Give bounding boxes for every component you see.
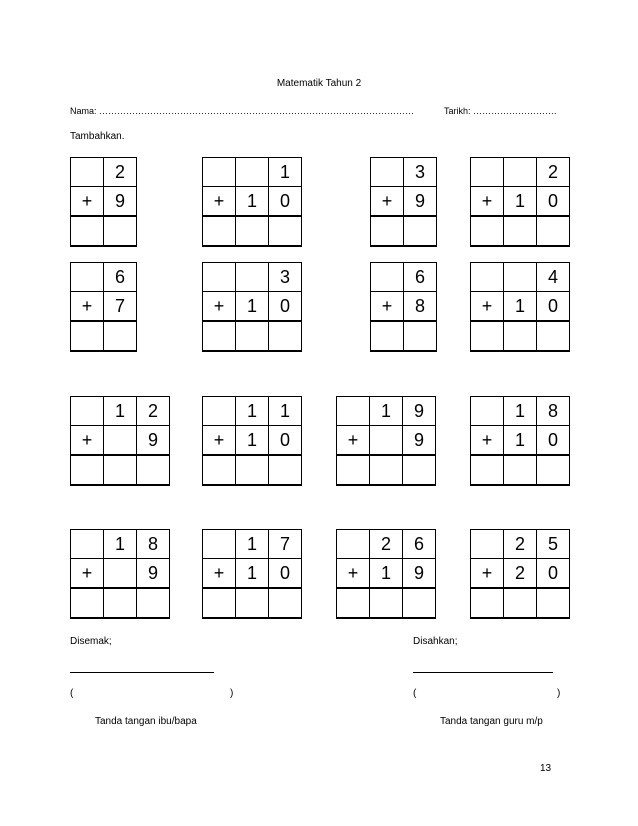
addition-problem [70, 262, 137, 352]
digit-cell [371, 263, 404, 292]
answer-cell[interactable] [370, 588, 403, 618]
digit-cell: + [337, 559, 370, 589]
digit-cell: 6 [403, 530, 436, 559]
answer-row [471, 455, 570, 485]
answer-cell[interactable] [504, 455, 537, 485]
digit-cell: 6 [404, 263, 437, 292]
teacher-name-paren-open: ( [413, 688, 417, 699]
digit-cell: 8 [537, 397, 570, 426]
addend-row [471, 530, 570, 559]
parent-name-paren-open: ( [70, 688, 74, 699]
answer-row [203, 455, 302, 485]
digit-cell: 1 [236, 187, 269, 217]
answer-cell[interactable] [236, 588, 269, 618]
answer-row [337, 588, 436, 618]
digit-cell: 9 [403, 559, 436, 589]
operator-row [71, 187, 137, 217]
digit-cell: 1 [236, 397, 269, 426]
digit-cell: + [71, 292, 104, 322]
addend-row [337, 530, 436, 559]
digit-cell: 5 [537, 530, 570, 559]
answer-cell[interactable] [371, 216, 404, 246]
digit-cell: + [71, 559, 104, 589]
addend-row [71, 263, 137, 292]
answer-cell[interactable] [236, 455, 269, 485]
digit-cell: + [203, 426, 236, 456]
digit-cell: 2 [504, 530, 537, 559]
answer-cell[interactable] [269, 321, 302, 351]
addition-problem [336, 529, 436, 619]
addend-row [471, 397, 570, 426]
digit-cell [203, 263, 236, 292]
digit-cell [337, 530, 370, 559]
answer-cell[interactable] [403, 455, 436, 485]
operator-row [471, 187, 570, 217]
answer-row [337, 455, 436, 485]
digit-cell: + [71, 187, 104, 217]
answer-cell[interactable] [370, 455, 403, 485]
digit-cell: 0 [269, 559, 302, 589]
answer-cell[interactable] [404, 321, 437, 351]
digit-cell: 2 [537, 158, 570, 187]
answer-cell[interactable] [337, 455, 370, 485]
parent-signature-line [70, 672, 214, 673]
answer-cell[interactable] [471, 321, 504, 351]
operator-row [371, 292, 437, 322]
operator-row [371, 187, 437, 217]
answer-cell[interactable] [403, 588, 436, 618]
digit-cell [236, 263, 269, 292]
digit-cell [203, 530, 236, 559]
operator-row [471, 559, 570, 589]
operator-row [203, 426, 302, 456]
operator-row [471, 426, 570, 456]
digit-cell: 2 [104, 158, 137, 187]
addend-row [71, 530, 170, 559]
digit-cell: 9 [137, 559, 170, 589]
answer-cell[interactable] [471, 455, 504, 485]
operator-row [203, 292, 302, 322]
answer-cell[interactable] [236, 321, 269, 351]
addition-problem [70, 396, 170, 486]
operator-row [471, 292, 570, 322]
digit-cell [471, 158, 504, 187]
digit-cell: 1 [504, 292, 537, 322]
answer-cell[interactable] [203, 216, 236, 246]
worksheet-title: Matematik Tahun 2 [276, 78, 362, 89]
digit-cell: 1 [504, 426, 537, 456]
addend-row [203, 530, 302, 559]
approved-label: Disahkan; [413, 636, 458, 647]
addend-row [203, 158, 302, 187]
digit-cell: 9 [137, 426, 170, 456]
answer-cell[interactable] [203, 321, 236, 351]
answer-row [371, 321, 437, 351]
digit-cell: + [471, 559, 504, 589]
digit-cell: 8 [404, 292, 437, 322]
digit-cell: 0 [537, 559, 570, 589]
answer-cell[interactable] [104, 455, 137, 485]
answer-cell[interactable] [104, 321, 137, 351]
answer-cell[interactable] [71, 321, 104, 351]
page-number: 13 [540, 763, 552, 774]
addend-row [371, 263, 437, 292]
teacher-name-paren-close: ) [557, 688, 561, 699]
digit-cell: 2 [370, 530, 403, 559]
addend-row [371, 158, 437, 187]
answer-cell[interactable] [236, 216, 269, 246]
digit-cell: 9 [404, 187, 437, 217]
addition-problem [70, 157, 137, 247]
answer-cell[interactable] [404, 216, 437, 246]
addition-problem [470, 396, 570, 486]
answer-cell[interactable] [471, 588, 504, 618]
digit-cell: 9 [403, 426, 436, 456]
digit-cell: 1 [236, 530, 269, 559]
answer-row [371, 216, 437, 246]
teacher-signature-line [413, 672, 553, 673]
digit-cell [71, 263, 104, 292]
digit-cell: 1 [236, 292, 269, 322]
answer-row [471, 588, 570, 618]
digit-cell: + [71, 426, 104, 456]
digit-cell [236, 158, 269, 187]
digit-cell: 7 [104, 292, 137, 322]
digit-cell: 1 [269, 158, 302, 187]
digit-cell: 1 [236, 559, 269, 589]
digit-cell: 0 [537, 187, 570, 217]
answer-row [471, 216, 570, 246]
answer-cell[interactable] [537, 216, 570, 246]
digit-cell [504, 158, 537, 187]
instruction: Tambahkan. [70, 131, 125, 142]
answer-cell[interactable] [337, 588, 370, 618]
teacher-signature-caption: Tanda tangan guru m/p [440, 716, 543, 727]
answer-row [471, 321, 570, 351]
answer-cell[interactable] [471, 216, 504, 246]
answer-cell[interactable] [537, 455, 570, 485]
answer-row [71, 588, 170, 618]
digit-cell: 1 [104, 530, 137, 559]
digit-cell: 1 [104, 397, 137, 426]
addition-problem [202, 262, 302, 352]
digit-cell: 1 [370, 559, 403, 589]
digit-cell: 0 [269, 426, 302, 456]
addend-row [203, 397, 302, 426]
answer-cell[interactable] [104, 588, 137, 618]
answer-cell[interactable] [137, 455, 170, 485]
digit-cell: + [203, 292, 236, 322]
digit-cell: 0 [269, 187, 302, 217]
operator-row [71, 559, 170, 589]
addend-row [337, 397, 436, 426]
digit-cell: + [471, 187, 504, 217]
answer-cell[interactable] [504, 588, 537, 618]
digit-cell: + [203, 559, 236, 589]
digit-cell [471, 397, 504, 426]
answer-row [71, 216, 137, 246]
addition-problem [70, 529, 170, 619]
digit-cell [203, 158, 236, 187]
digit-cell: 1 [236, 426, 269, 456]
answer-cell[interactable] [71, 588, 104, 618]
digit-cell [203, 397, 236, 426]
answer-cell[interactable] [203, 455, 236, 485]
digit-cell [471, 530, 504, 559]
digit-cell: + [371, 292, 404, 322]
addition-problem [202, 157, 302, 247]
digit-cell: 9 [104, 187, 137, 217]
addend-row [471, 263, 570, 292]
addition-problem [202, 396, 302, 486]
operator-row [71, 292, 137, 322]
answer-row [203, 321, 302, 351]
digit-cell: 4 [537, 263, 570, 292]
digit-cell: + [471, 426, 504, 456]
digit-cell [71, 397, 104, 426]
addition-problem [202, 529, 302, 619]
answer-cell[interactable] [203, 588, 236, 618]
digit-cell: 8 [137, 530, 170, 559]
date-field: Tarikh: ………………………. [444, 106, 557, 116]
operator-row [337, 559, 436, 589]
answer-cell[interactable] [269, 216, 302, 246]
addition-problem [370, 157, 437, 247]
digit-cell: + [371, 187, 404, 217]
digit-cell [371, 158, 404, 187]
digit-cell: + [471, 292, 504, 322]
digit-cell: 3 [269, 263, 302, 292]
answer-cell[interactable] [104, 216, 137, 246]
operator-row [203, 187, 302, 217]
digit-cell: 9 [403, 397, 436, 426]
parent-name-paren-close: ) [230, 688, 234, 699]
digit-cell [504, 263, 537, 292]
digit-cell: 1 [504, 397, 537, 426]
operator-row [337, 426, 436, 456]
answer-cell[interactable] [71, 455, 104, 485]
answer-cell[interactable] [269, 455, 302, 485]
answer-cell[interactable] [537, 588, 570, 618]
answer-cell[interactable] [504, 321, 537, 351]
addend-row [471, 158, 570, 187]
addition-problem [470, 262, 570, 352]
digit-cell [71, 530, 104, 559]
digit-cell [104, 426, 137, 456]
digit-cell: 1 [504, 187, 537, 217]
digit-cell: 1 [269, 397, 302, 426]
answer-cell[interactable] [504, 216, 537, 246]
digit-cell: 6 [104, 263, 137, 292]
digit-cell: 0 [269, 292, 302, 322]
digit-cell: 0 [537, 292, 570, 322]
digit-cell: + [337, 426, 370, 456]
operator-row [71, 426, 170, 456]
addend-row [203, 263, 302, 292]
operator-row [203, 559, 302, 589]
answer-row [71, 455, 170, 485]
addend-row [71, 158, 137, 187]
parent-signature-caption: Tanda tangan ibu/bapa [95, 716, 197, 727]
digit-cell [370, 426, 403, 456]
name-field: Nama: …………………………………………………………………………………………… [70, 106, 415, 116]
digit-cell: 1 [370, 397, 403, 426]
digit-cell: 2 [504, 559, 537, 589]
digit-cell: 3 [404, 158, 437, 187]
addition-problem [336, 396, 436, 486]
digit-cell [104, 559, 137, 589]
answer-cell[interactable] [537, 321, 570, 351]
answer-cell[interactable] [371, 321, 404, 351]
digit-cell: 2 [137, 397, 170, 426]
addition-problem [470, 529, 570, 619]
answer-cell[interactable] [137, 588, 170, 618]
digit-cell: 0 [537, 426, 570, 456]
answer-row [203, 216, 302, 246]
answer-row [203, 588, 302, 618]
digit-cell: 7 [269, 530, 302, 559]
answer-cell[interactable] [269, 588, 302, 618]
digit-cell [337, 397, 370, 426]
digit-cell [471, 263, 504, 292]
addend-row [71, 397, 170, 426]
addition-problem [370, 262, 437, 352]
checked-label: Disemak; [70, 636, 112, 647]
answer-row [71, 321, 137, 351]
digit-cell [71, 158, 104, 187]
digit-cell: + [203, 187, 236, 217]
addition-problem [470, 157, 570, 247]
answer-cell[interactable] [71, 216, 104, 246]
